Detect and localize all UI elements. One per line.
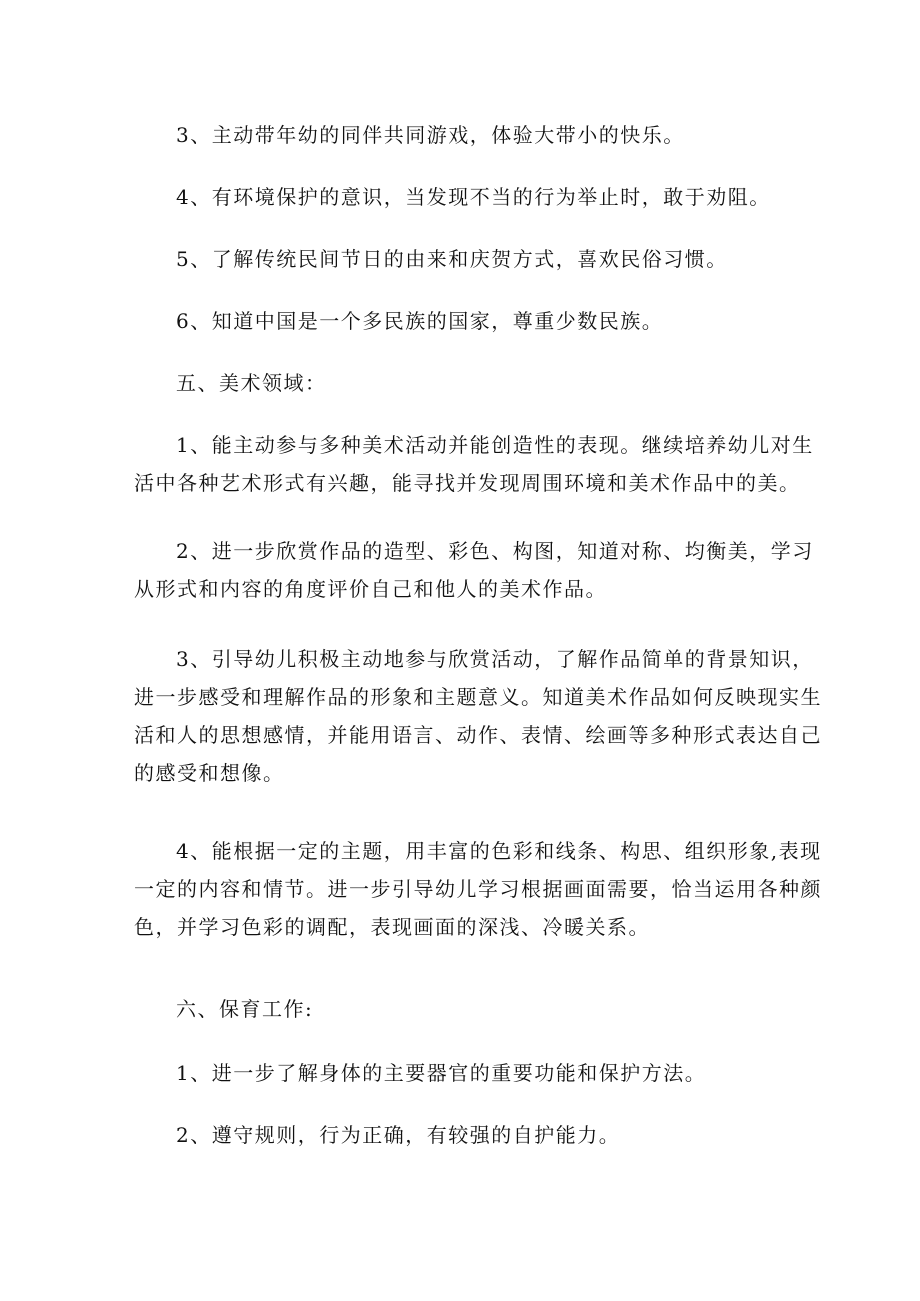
- heading-line: 五、美术领域：: [176, 371, 327, 395]
- paragraph-line: 1、能主动参与多种美术活动并能创造性的表现。继续培养幼儿对生: [176, 433, 814, 457]
- paragraph-line: 2、遵守规则，行为正确，有较强的自护能力。: [176, 1123, 621, 1147]
- paragraph-9: [134, 1054, 782, 1092]
- paragraph-5: [134, 426, 814, 502]
- paragraph-4: [134, 302, 782, 340]
- paragraph-line: 活和人的思想感情，并能用语言、动作、表情、绘画等多种形式表达自己: [134, 723, 822, 747]
- paragraph-line: 4、有环境保护的意识，当发现不当的行为举止时，敢于劝阻。: [176, 185, 771, 209]
- paragraph-line: 4、能根据一定的主题，用丰富的色彩和线条、构思、组织形象,表现: [176, 839, 822, 863]
- paragraph-line: 进一步感受和理解作品的形象和主题意义。知道美术作品如何反映现实生: [134, 685, 822, 709]
- paragraph-line: 6、知道中国是一个多民族的国家，尊重少数民族。: [176, 309, 664, 333]
- paragraph-line: 的感受和想像。: [134, 761, 285, 785]
- paragraph-line: 5、了解传统民间节日的由来和庆贺方式，喜欢民俗习惯。: [176, 247, 728, 271]
- paragraph-8: [134, 832, 822, 946]
- paragraph-line: 3、引导幼儿积极主动地参与欣赏活动，了解作品简单的背景知识，: [176, 647, 814, 671]
- section-heading-art: [134, 364, 782, 402]
- paragraph-line: 活中各种艺术形式有兴趣，能寻找并发现周围环境和美术作品中的美。: [134, 471, 801, 495]
- paragraph-10: [134, 1116, 782, 1154]
- paragraph-line: 一定的内容和情节。进一步引导幼儿学习根据画面需要，恰当运用各种颜: [134, 877, 822, 901]
- paragraph-line: 1、进一步了解身体的主要器官的重要功能和保护方法。: [176, 1061, 707, 1085]
- paragraph-1: [134, 116, 782, 154]
- paragraph-7: [134, 640, 822, 792]
- heading-line: 六、保育工作:: [176, 997, 314, 1021]
- paragraph-3: [134, 240, 782, 278]
- paragraph-line: 3、主动带年幼的同伴共同游戏，体验大带小的快乐。: [176, 123, 685, 147]
- paragraph-line: 从形式和内容的角度评价自己和他人的美术作品。: [134, 577, 607, 601]
- section-heading-care: [134, 990, 782, 1028]
- paragraph-2: [134, 178, 782, 216]
- paragraph-line: 色，并学习色彩的调配，表现画面的深浅、冷暖关系。: [134, 915, 650, 939]
- paragraph-6: [134, 532, 814, 608]
- paragraph-line: 2、进一步欣赏作品的造型、彩色、构图，知道对称、均衡美，学习: [176, 539, 814, 563]
